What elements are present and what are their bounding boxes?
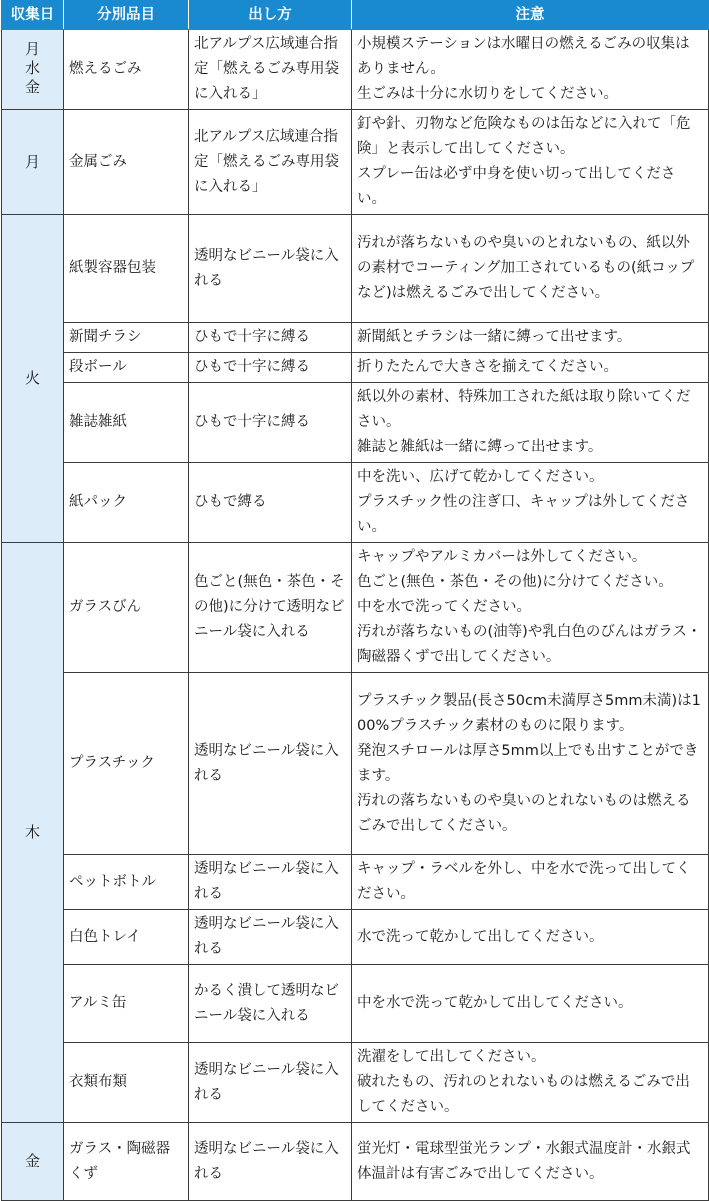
category-cell: 雑誌雑紙 [64,383,189,463]
category-cell: ガラス・陶磁器くず [64,1123,189,1201]
method-cell: 透明なビニール袋に入れる [189,1043,352,1123]
note-line: 中を水で洗って乾かして出してください。 [357,995,633,1011]
table-row [2,353,709,383]
note-line: 紙以外の素材、特殊加工された紙は取り除いてください。 [357,389,691,430]
notes-cell [352,543,709,673]
note-line: 汚れが落ちないもの(油等)や乳白色のびんはガラス・陶磁器くずで出してください。 [357,624,702,665]
note-line: キャップ・ラベルを外し、中を水で洗って出してください。 [357,861,691,902]
table-row [2,855,709,910]
table-row [2,463,709,543]
collection-day-cell [2,110,64,215]
table-row [2,110,709,215]
category-cell: 紙製容器包装 [64,215,189,323]
collection-day-char: 木 [24,823,40,841]
category-cell: 段ボール [64,353,189,383]
note-line: 蛍光灯・電球型蛍光ランプ・水銀式温度計・水銀式体温計は有害ごみで出してください。 [357,1140,691,1182]
note-line: 中を洗い、広げて乾かしてください。 [357,469,604,485]
category-cell: プラスチック [64,673,189,855]
method-cell: 透明なビニール袋に入れる [189,1123,352,1201]
table-row [2,543,709,673]
collection-day-char: 月 [24,39,40,58]
notes-cell [352,30,709,110]
table-row [2,323,709,353]
table-row [2,1123,709,1201]
header-category: 分別品目 [64,1,189,30]
notes-cell [352,673,709,855]
note-line: 水で洗って乾かして出してください。 [357,928,604,945]
table-row [2,215,709,323]
header-row [2,1,709,30]
notes-cell [352,353,709,383]
note-line: 汚れが落ちないものや臭いのとれないもの、紙以外の素材でコーティング加工されているもの(紙コップなど)は燃えるごみで出してください。 [357,235,695,301]
note-line: プラスチック性の注ぎ口、キャップは外してください。 [357,494,690,535]
method-cell: 透明なビニール袋に入れる [189,855,352,910]
note-line: 発泡スチロールは厚さ5mm以上でも出すことができます。 [357,742,699,784]
note-line: スプレー缶は必ず中身を使い切って出してください。 [357,166,676,207]
notes-cell [352,215,709,323]
notes-cell [352,110,709,215]
category-cell: 衣類布類 [64,1043,189,1123]
category-cell: 燃えるごみ [64,30,189,110]
method-cell: 色ごと(無色・茶色・その他)に分けて透明なビニール袋に入れる [189,543,352,673]
garbage-sorting-table [1,0,709,1201]
method-cell: ひもで十字に縛る [189,383,352,463]
collection-day-cell [2,30,64,110]
note-line: 小規模ステーションは水曜日の燃えるごみの収集はありません。 [357,36,690,77]
notes-cell [352,323,709,353]
collection-day-cell [2,543,64,1123]
note-line: 生ごみは十分に水切りをしてください。 [357,86,618,102]
table-row [2,910,709,965]
header-collection-day: 収集日 [2,1,64,30]
method-cell: ひもで縛る [189,463,352,543]
category-cell: ペットボトル [64,855,189,910]
method-cell: 透明なビニール袋に入れる [189,215,352,323]
note-line: プラスチック製品(長さ50cm未満厚さ5mm未満)は100%プラスチック素材のものに限ります。 [357,692,701,734]
category-cell: 白色トレイ [64,910,189,965]
table-row [2,965,709,1043]
collection-day-char: 金 [24,77,40,96]
notes-cell [352,463,709,543]
category-cell: 新聞チラシ [64,323,189,353]
note-line: 折りたたんで大きさを揃えてください。 [357,359,618,375]
category-cell: アルミ缶 [64,965,189,1043]
table-body [2,30,709,1201]
collection-day-char: 月 [24,152,40,171]
note-line: 汚れの落ちないものや臭いのとれないものは燃えるごみで出してください。 [357,792,691,834]
table-row [2,30,709,110]
method-cell: 北アルプス広域連合指定「燃えるごみ専用袋に入れる」 [189,110,352,215]
note-line: 洗濯をして出してください。 [357,1049,546,1065]
notes-cell [352,910,709,965]
category-cell: 紙パック [64,463,189,543]
category-cell: 金属ごみ [64,110,189,215]
note-line: 破れたもの、汚れのとれないものは燃えるごみで出してください。 [357,1074,690,1115]
header-disposal-method: 出し方 [189,1,352,30]
header-notes: 注意 [352,1,709,30]
table-row [2,673,709,855]
collection-day-char: 金 [24,1152,40,1170]
collection-day-cell [2,1123,64,1201]
method-cell: 北アルプス広域連合指定「燃えるごみ専用袋に入れる」 [189,30,352,110]
method-cell: ひもで十字に縛る [189,323,352,353]
collection-day-char: 火 [24,369,40,387]
method-cell: 透明なビニール袋に入れる [189,673,352,855]
table-row [2,383,709,463]
notes-cell [352,383,709,463]
note-line: 新聞紙とチラシは一緒に縛って出せます。 [357,329,632,345]
note-line: 雑誌と雑紙は一緒に縛って出せます。 [357,439,603,455]
note-line: 釘や針、刃物など危険なものは缶などに入れて「危険」と表示して出してください。 [357,116,691,157]
method-cell: かるく潰して透明なビニール袋に入れる [189,965,352,1043]
category-cell: ガラスびん [64,543,189,673]
note-line: キャップやアルミカバーは外してください。 [357,549,647,565]
table-row [2,1043,709,1123]
notes-cell [352,1043,709,1123]
collection-day-char: 水 [24,58,40,77]
notes-cell [352,1123,709,1201]
notes-cell [352,965,709,1043]
note-line: 中を水で洗ってください。 [357,599,531,615]
note-line: 色ごと(無色・茶色・その他)に分けてください。 [357,574,673,590]
notes-cell [352,855,709,910]
method-cell: ひもで十字に縛る [189,353,352,383]
method-cell: 透明なビニール袋に入れる [189,910,352,965]
collection-day-cell [2,215,64,543]
